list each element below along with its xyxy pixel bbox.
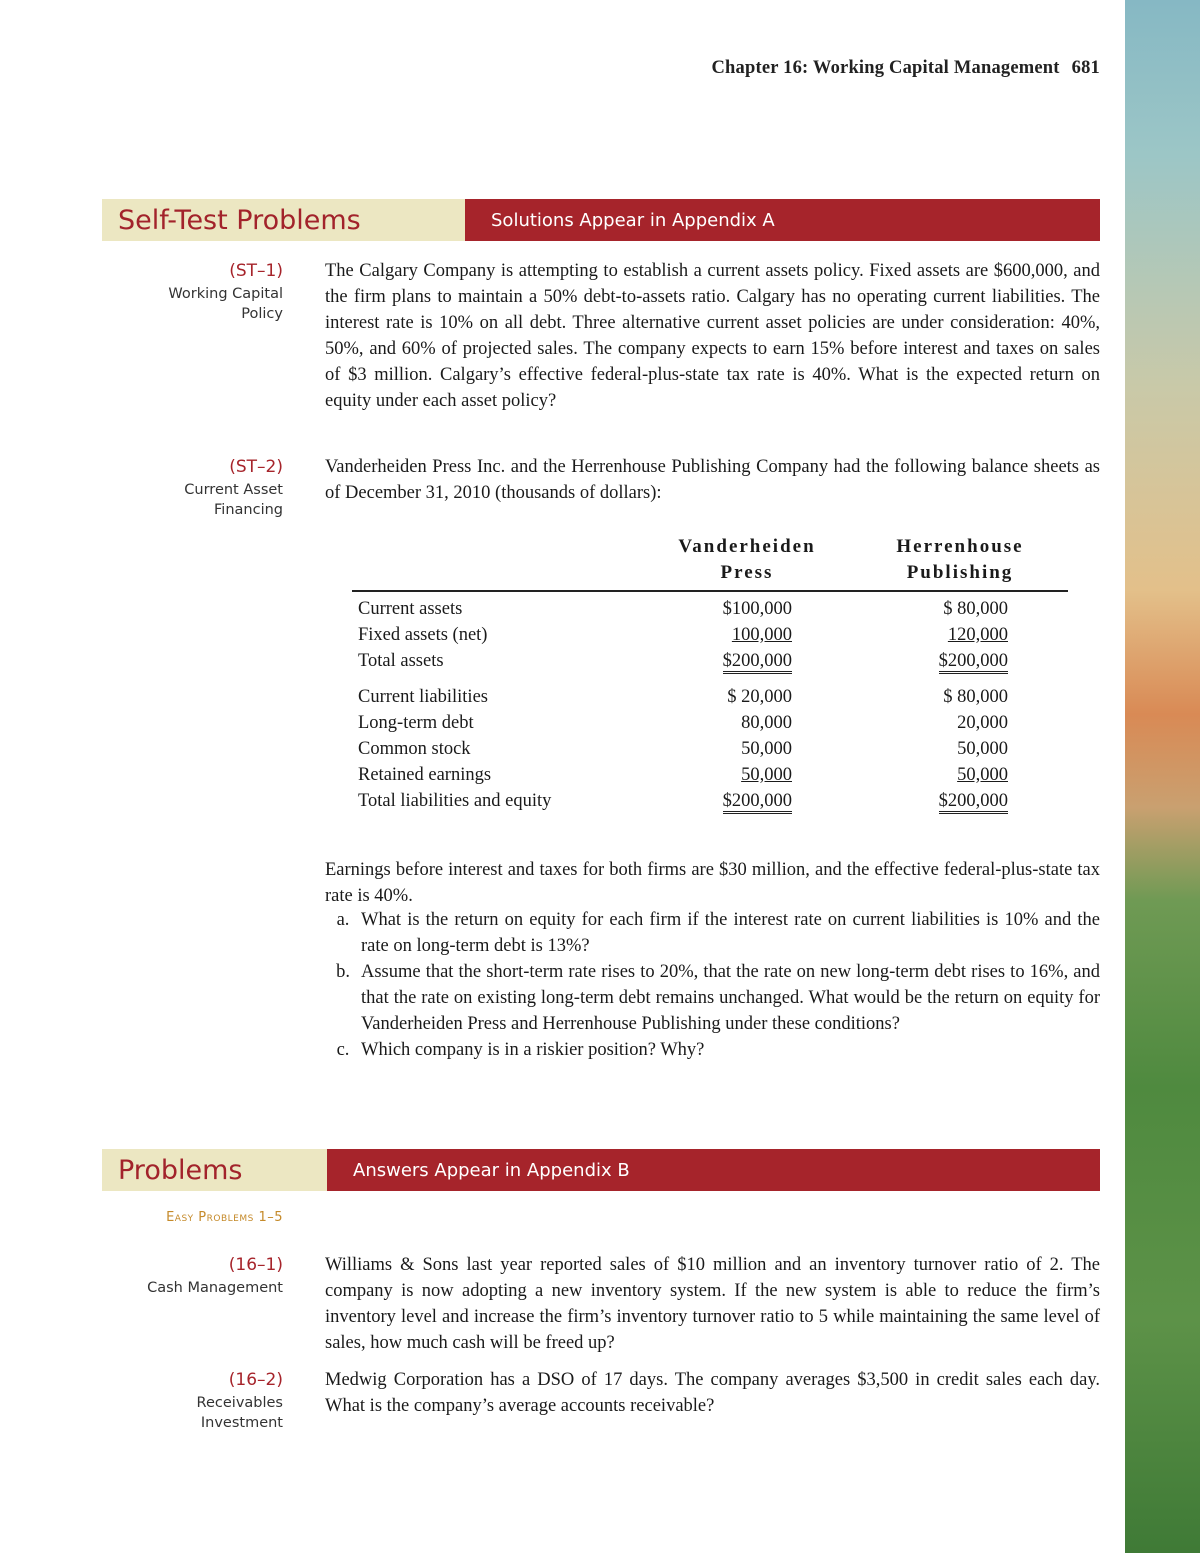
balance-sheet-table xyxy=(352,534,1068,814)
self-test-subheading: Solutions Appear in Appendix A xyxy=(465,199,1100,241)
problem-topic: Financing xyxy=(214,502,283,518)
problem-16-1-margin xyxy=(100,1252,283,1298)
table-row: Long-term debt 80,000 20,000 xyxy=(358,713,1008,733)
problem-number: (ST–1) xyxy=(229,261,283,281)
problem-topic: Current Asset xyxy=(184,482,283,498)
table-row: Common stock 50,000 50,000 xyxy=(358,739,1008,759)
page-number: 681 xyxy=(1071,58,1100,78)
table-row: Total liabilities and equity $200,000 $200,000 xyxy=(352,788,1068,814)
problem-st1-margin xyxy=(100,258,283,324)
problem-16-1-text: Williams & Sons last year reported sales of $10 million and an inventory turnover ratio of 2. The company is now adopting a new inventory system. If the new system is able to reduce the firm’s inventory level and increase the firm’s inventory turnover ratio to 5 while maintaining the same level of sales, how much cash will be freed up? xyxy=(325,1255,1100,1353)
problem-st2-margin xyxy=(100,454,283,520)
problem-16-2-text: Medwig Corporation has a DSO of 17 days. The company averages $3,500 in credit sales each day. What is the company’s average accounts receivable? xyxy=(325,1370,1100,1416)
problems-heading-band xyxy=(102,1149,1100,1191)
problem-st2-intro: Vanderheiden Press Inc. and the Herrenhouse Publishing Company had the following balance sheets as of December 31, 2010 (thousands of dollars): xyxy=(325,457,1100,503)
table-row: Total assets $200,000 $200,000 xyxy=(352,648,1068,674)
list-item: b. Assume that the short-term rate rises to 20%, that the rate on new long-term debt rises to 16%, and that the rate on existing long-term debt remains unchanged. What would be the return on equity for Vanderheiden Press and Herrenhouse Publishing under these conditions? xyxy=(336,962,1100,1034)
list-item: a. What is the return on equity for each firm if the interest rate on current liabilities is 10% and the rate on long-term debt is 13%? xyxy=(336,910,1100,956)
table-header-row xyxy=(352,534,1068,591)
problem-topic: Working Capital xyxy=(168,286,283,302)
difficulty-level-label: Easy Problems 1–5 xyxy=(166,1210,283,1225)
table-row: Retained earnings 50,000 50,000 xyxy=(358,765,1008,785)
problem-number: (ST–2) xyxy=(229,457,283,477)
chapter-title: Chapter 16: Working Capital Management xyxy=(711,58,1060,78)
table-row: Fixed assets (net) 100,000 120,000 xyxy=(358,625,1008,645)
problems-heading: Problems xyxy=(102,1149,327,1191)
problem-st2-after-text: Earnings before interest and taxes for both firms are $30 million, and the effective federal-plus-state tax rate is 40%. xyxy=(325,860,1100,906)
problem-topic: Cash Management xyxy=(147,1280,283,1296)
running-header xyxy=(711,58,1100,79)
problem-number: (16–1) xyxy=(228,1255,283,1275)
problem-number: (16–2) xyxy=(228,1370,283,1390)
problem-topic: Investment xyxy=(200,1415,283,1431)
problem-topic: Policy xyxy=(241,306,283,322)
problem-st2-parts xyxy=(325,907,1100,1063)
problems-subheading: Answers Appear in Appendix B xyxy=(327,1149,1100,1191)
problem-16-2-margin xyxy=(100,1367,283,1433)
table-row: Current assets $100,000 $ 80,000 xyxy=(358,599,1008,619)
table-row: Current liabilities $ 20,000 $ 80,000 xyxy=(358,687,1008,707)
problem-topic: Receivables xyxy=(196,1395,283,1411)
self-test-heading: Self-Test Problems xyxy=(102,199,465,241)
column-header-vanderheiden: Vanderheiden Press xyxy=(642,534,852,591)
problem-st1-text: The Calgary Company is attempting to establish a current assets policy. Fixed assets are $600,000, and the firm plans to maintain a 50% debt-to-assets ratio. Calgary has no operating current liabilities. The interest rate is 10% on all debt. Three alternative current asset policies are under consideration: 40%, 50%, and 60% of projected sales. The company expects to earn 15% before interest and taxes on sales of $3 million. Calgary’s effective federal-plus-state tax rate is 40%. What is the expected return on equity under each asset policy? xyxy=(325,261,1100,411)
column-header-herrenhouse: Herrenhouse Publishing xyxy=(852,534,1068,591)
list-item: c. Which company is in a riskier position? Why? xyxy=(336,1040,705,1060)
decorative-edge-image xyxy=(1125,0,1200,1553)
self-test-heading-band xyxy=(102,199,1100,241)
